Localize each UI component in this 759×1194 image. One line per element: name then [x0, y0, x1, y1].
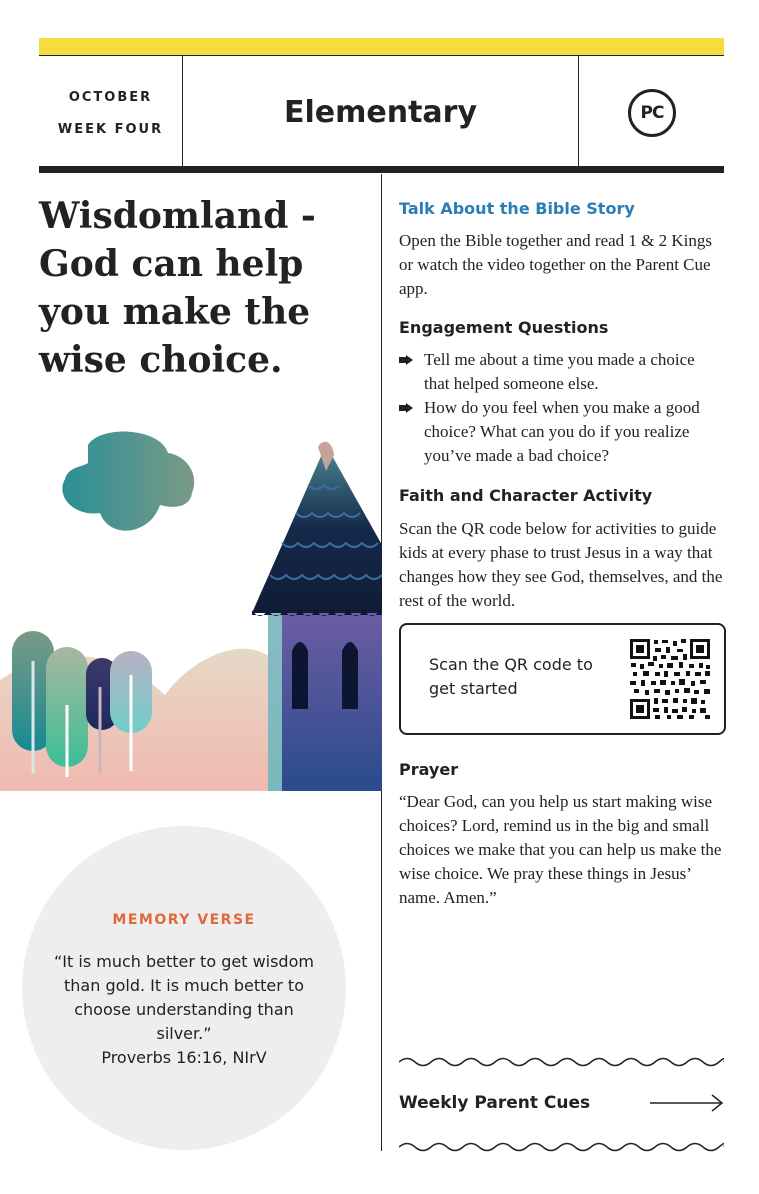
parent-cue-logo-icon [628, 89, 676, 137]
memory-verse-heading: MEMORY VERSE [112, 912, 256, 928]
weekly-parent-cues-link[interactable]: Weekly Parent Cues [399, 1093, 591, 1113]
header-accent-bar [39, 38, 724, 55]
long-arrow-right-icon[interactable] [650, 1093, 724, 1113]
cloud-icon [62, 432, 194, 531]
engagement-questions-list [399, 348, 724, 468]
arrow-bullet-icon [399, 355, 413, 365]
logo-text: PC [640, 103, 664, 123]
trees [12, 631, 152, 777]
header-bottom-bar [39, 166, 724, 173]
tower [252, 442, 382, 791]
header-top-line [39, 55, 724, 56]
list-item [399, 396, 724, 468]
header-divider-right [578, 56, 579, 166]
talk-body: Open the Bible together and read 1 & 2 Kings or watch the video together on the Parent Cue app. [399, 231, 713, 298]
prayer-body: “Dear God, can you help us start making wise choices? Lord, remind us in the big and small choices we make that you can help us make the wise choice. We pray these things in Jesus’ name. Amen.” [399, 792, 722, 907]
qr-code-icon[interactable] [629, 638, 711, 720]
memory-verse-text [52, 950, 316, 1070]
engagement-heading: Engagement Questions [399, 318, 609, 337]
wavy-line-icon [399, 1055, 724, 1069]
memory-verse-reference: Proverbs 16:16, NIrV [101, 1048, 267, 1067]
engagement-question-1: Tell me about a time you made a choice that helped someone else. [424, 350, 695, 393]
header-month: OCTOBER [68, 90, 153, 105]
qr-code-card[interactable] [399, 623, 726, 735]
prayer-heading: Prayer [399, 760, 459, 779]
wavy-line-icon [399, 1140, 724, 1154]
lesson-title: Wisdomland - God can help you make the wise choice. [39, 195, 316, 381]
engagement-question-2: How do you feel when you make a good choice? What can you do if you realize you’ve made a bad choice? [424, 398, 700, 465]
qr-label: Scan the QR code to get started [429, 655, 593, 698]
memory-verse-quote: “It is much better to get wisdom than gold. It is much better to choose understanding than silver.” [54, 952, 314, 1043]
arrow-bullet-icon [399, 403, 413, 413]
faith-heading: Faith and Character Activity [399, 486, 653, 505]
list-item [399, 348, 724, 396]
faith-body: Scan the QR code below for activities to guide kids at every phase to trust Jesus in a way that changes how they see God, themselves, and the rest of the world. [399, 519, 723, 610]
header-week: WEEK FOUR [57, 122, 164, 137]
page-title: Elementary [283, 95, 478, 130]
wisdomland-illustration [0, 425, 382, 791]
talk-heading: Talk About the Bible Story [399, 199, 635, 218]
